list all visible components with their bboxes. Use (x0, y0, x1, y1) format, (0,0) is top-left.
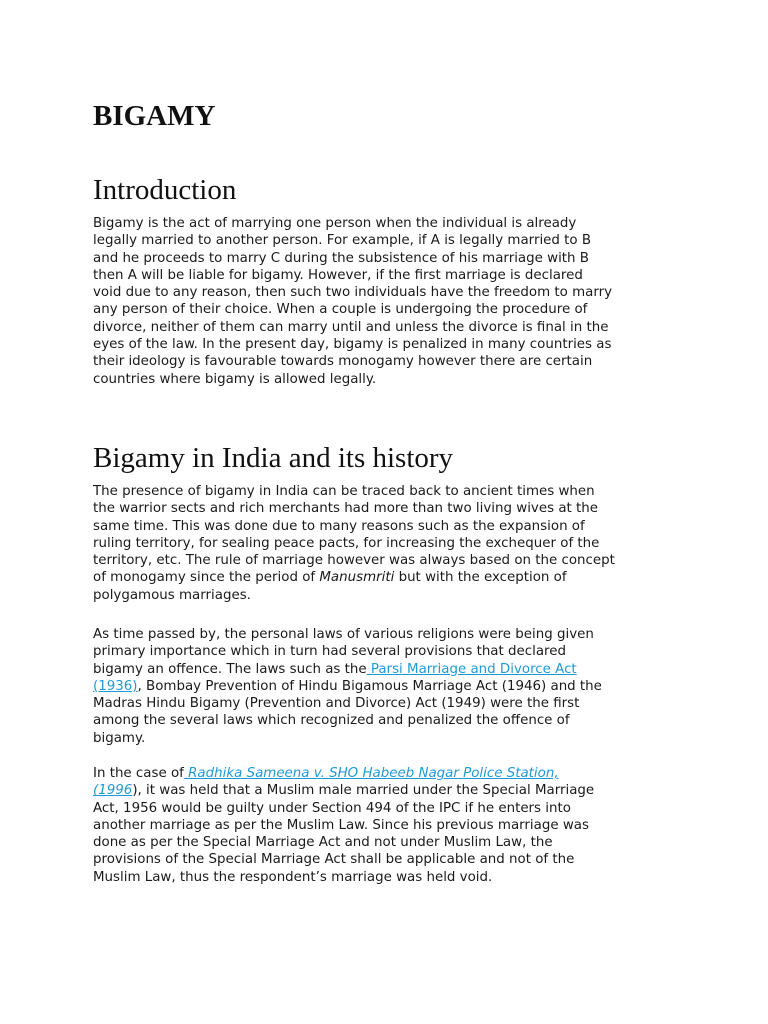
history-paragraph-1 (93, 483, 683, 604)
text-line: and he proceeds to marry C during the subsistence of his marriage with B (93, 250, 589, 266)
heading-introduction: Introduction (93, 174, 237, 206)
text-line: polygamous marriages. (93, 587, 251, 603)
text-line: Madras Hindu Bigamy (Prevention and Divorce) Act (1949) were the first (93, 696, 580, 712)
text-line (93, 782, 683, 799)
emphasis-manusmriti: Manusmriti (319, 570, 395, 586)
text-line: then A will be liable for bigamy. However, if the first marriage is declared (93, 267, 583, 283)
text-line: legally married to another person. For example, if A is legally married to B (93, 233, 592, 249)
history-paragraph-2 (93, 626, 683, 747)
text-line (93, 765, 683, 782)
text-line (93, 569, 683, 586)
document-title: BIGAMY (93, 100, 216, 132)
text-line: done as per the Special Marriage Act and not under Muslim Law, the (93, 835, 553, 851)
text-segment: , Bombay Prevention of Hindu Bigamous Marriage Act (1946) and the (137, 678, 602, 694)
text-line: Muslim Law, thus the respondent’s marriage was held void. (93, 869, 493, 885)
text-line: primary importance which in turn had several provisions that declared (93, 644, 566, 660)
text-line: bigamy. (93, 730, 146, 746)
text-line: countries where bigamy is allowed legally. (93, 371, 377, 387)
parsi-marriage-act-link-year[interactable]: (1936) (93, 678, 138, 694)
text-line: eyes of the law. In the present day, bigamy is penalized in many countries as (93, 337, 612, 353)
text-line: void due to any reason, then such two individuals have the freedom to marry (93, 285, 613, 301)
heading-bigamy-in-india: Bigamy in India and its history (93, 442, 454, 474)
text-line: another marriage as per the Muslim Law. Since his previous marriage was (93, 817, 589, 833)
text-line: As time passed by, the personal laws of various religions were being given (93, 627, 594, 642)
text-segment: of monogamy since the period of (93, 570, 320, 586)
history-paragraph-3 (93, 765, 683, 886)
text-line (93, 678, 683, 695)
radhika-sameena-case-link-year[interactable]: (1996 (93, 783, 133, 799)
parsi-marriage-act-link[interactable]: Parsi Marriage and Divorce Act (366, 661, 577, 677)
text-line: the warrior sects and rich merchants had more than two living wives at the (93, 501, 599, 517)
text-line: The presence of bigamy in India can be traced back to ancient times when (93, 484, 595, 499)
text-segment: bigamy an offence. The laws such as the (93, 661, 367, 677)
text-line: Bigamy is the act of marrying one person when the individual is already (93, 216, 577, 231)
text-line: same time. This was done due to many reasons such as the expansion of (93, 518, 585, 534)
text-line: their ideology is favourable towards monogamy however there are certain (93, 354, 593, 370)
text-line: provisions of the Special Marriage Act shall be applicable and not of the (93, 852, 575, 868)
radhika-sameena-case-link[interactable]: Radhika Sameena v. SHO Habeeb Nagar Police Station, (183, 766, 559, 781)
intro-paragraph (93, 215, 683, 388)
text-segment: In the case of (93, 766, 184, 781)
text-segment: but with the exception of (394, 570, 567, 586)
text-line: any person of their choice. When a couple is undergoing the procedure of (93, 302, 588, 318)
text-line (93, 661, 683, 678)
text-line: ruling territory, for sealing peace pacts, for increasing the exchequer of the (93, 535, 600, 551)
text-line: divorce, neither of them can marry until and unless the divorce is final in the (93, 319, 609, 335)
text-line: Act, 1956 would be guilty under Section 494 of the IPC if he enters into (93, 800, 571, 816)
text-line: territory, etc. The rule of marriage however was always based on the concept (93, 553, 615, 569)
text-segment: ), it was held that a Muslim male married under the Special Marriage (132, 783, 595, 799)
text-line: among the several laws which recognized and penalized the offence of (93, 713, 570, 729)
